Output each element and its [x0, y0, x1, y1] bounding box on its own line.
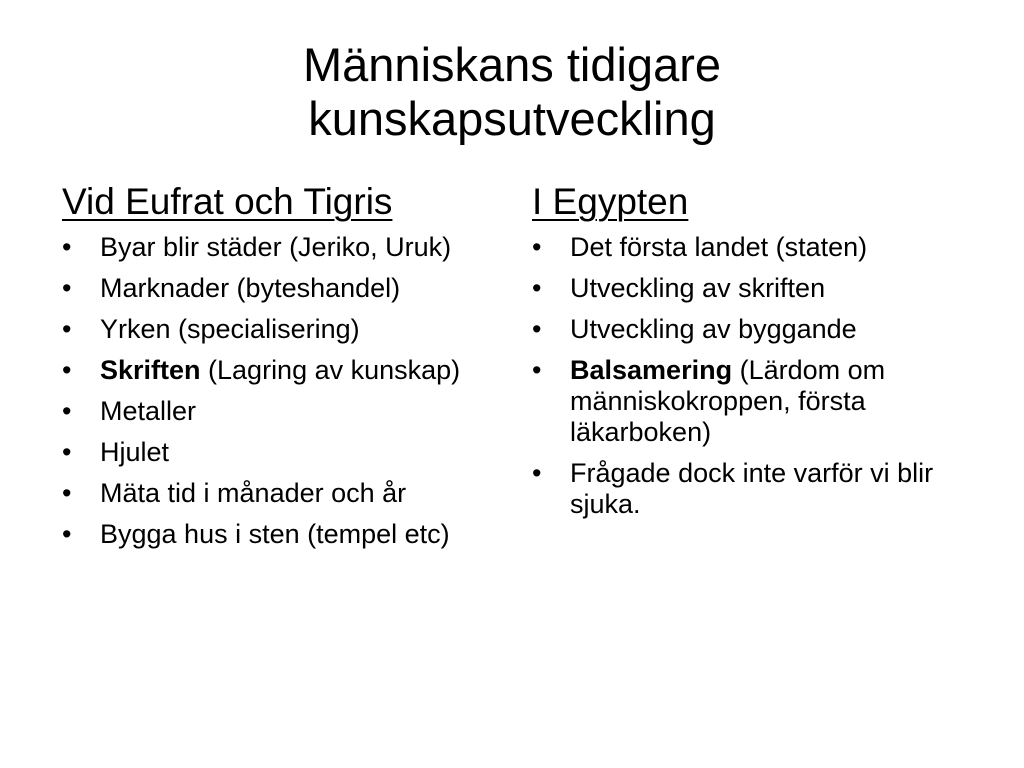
bullet-item: [62, 273, 502, 304]
bullet-item: [532, 314, 972, 345]
bullet-text: Utveckling av byggande: [570, 314, 857, 344]
bullet-dot: •: [532, 273, 542, 303]
bullet-dot: •: [62, 519, 72, 549]
bullet-dot: •: [62, 355, 72, 385]
bullet-text: Yrken (specialisering): [100, 314, 360, 344]
right-column-heading: I Egypten: [532, 181, 689, 222]
left-column: [62, 180, 502, 560]
right-column: [532, 180, 972, 530]
bullet-item: [62, 396, 502, 427]
bullet-text: Metaller: [100, 396, 197, 426]
bullet-text: Bygga hus i sten (tempel etc): [100, 519, 450, 549]
bullet-item: [62, 519, 502, 550]
bullet-text: Frågade dock inte varför vi blir sjuka.: [570, 458, 934, 519]
bullet-bold-text: Skriften: [100, 355, 201, 385]
bullet-dot: •: [62, 396, 72, 426]
bullet-text: Byar blir städer (Jeriko, Uruk): [100, 232, 452, 262]
bullet-item: [62, 314, 502, 345]
slide-title: [0, 38, 1024, 146]
bullet-item: [62, 355, 502, 386]
slide-title-line-2: kunskapsutveckling: [308, 92, 716, 145]
bullet-item: [62, 437, 502, 468]
bullet-item: [532, 355, 972, 448]
bullet-item: [532, 458, 972, 520]
bullet-item: [62, 232, 502, 263]
bullet-text: Mäta tid i månader och år: [100, 478, 407, 508]
bullet-text: Hjulet: [100, 437, 170, 467]
bullet-dot: •: [62, 314, 72, 344]
bullet-item: [532, 232, 972, 263]
bullet-dot: •: [532, 355, 542, 385]
bullet-text: (Lärdom om människokroppen, första läkarboken): [570, 355, 886, 447]
left-bullet-list: [62, 232, 502, 550]
bullet-dot: •: [532, 458, 542, 488]
bullet-text: Det första landet (staten): [570, 232, 868, 262]
left-column-heading: Vid Eufrat och Tigris: [62, 181, 393, 222]
bullet-bold-text: Balsamering: [570, 355, 733, 385]
bullet-item: [62, 478, 502, 509]
bullet-text: (Lagring av kunskap): [200, 355, 461, 385]
bullet-dot: •: [62, 437, 72, 467]
right-bullet-list: [532, 232, 972, 520]
bullet-dot: •: [532, 314, 542, 344]
bullet-dot: •: [62, 478, 72, 508]
bullet-text: Utveckling av skriften: [570, 273, 826, 303]
bullet-dot: •: [62, 232, 72, 262]
bullet-text: Marknader (byteshandel): [100, 273, 401, 303]
bullet-dot: •: [62, 273, 72, 303]
bullet-dot: •: [532, 232, 542, 262]
bullet-item: [532, 273, 972, 304]
slide-title-line-1: Människans tidigare: [303, 38, 721, 91]
